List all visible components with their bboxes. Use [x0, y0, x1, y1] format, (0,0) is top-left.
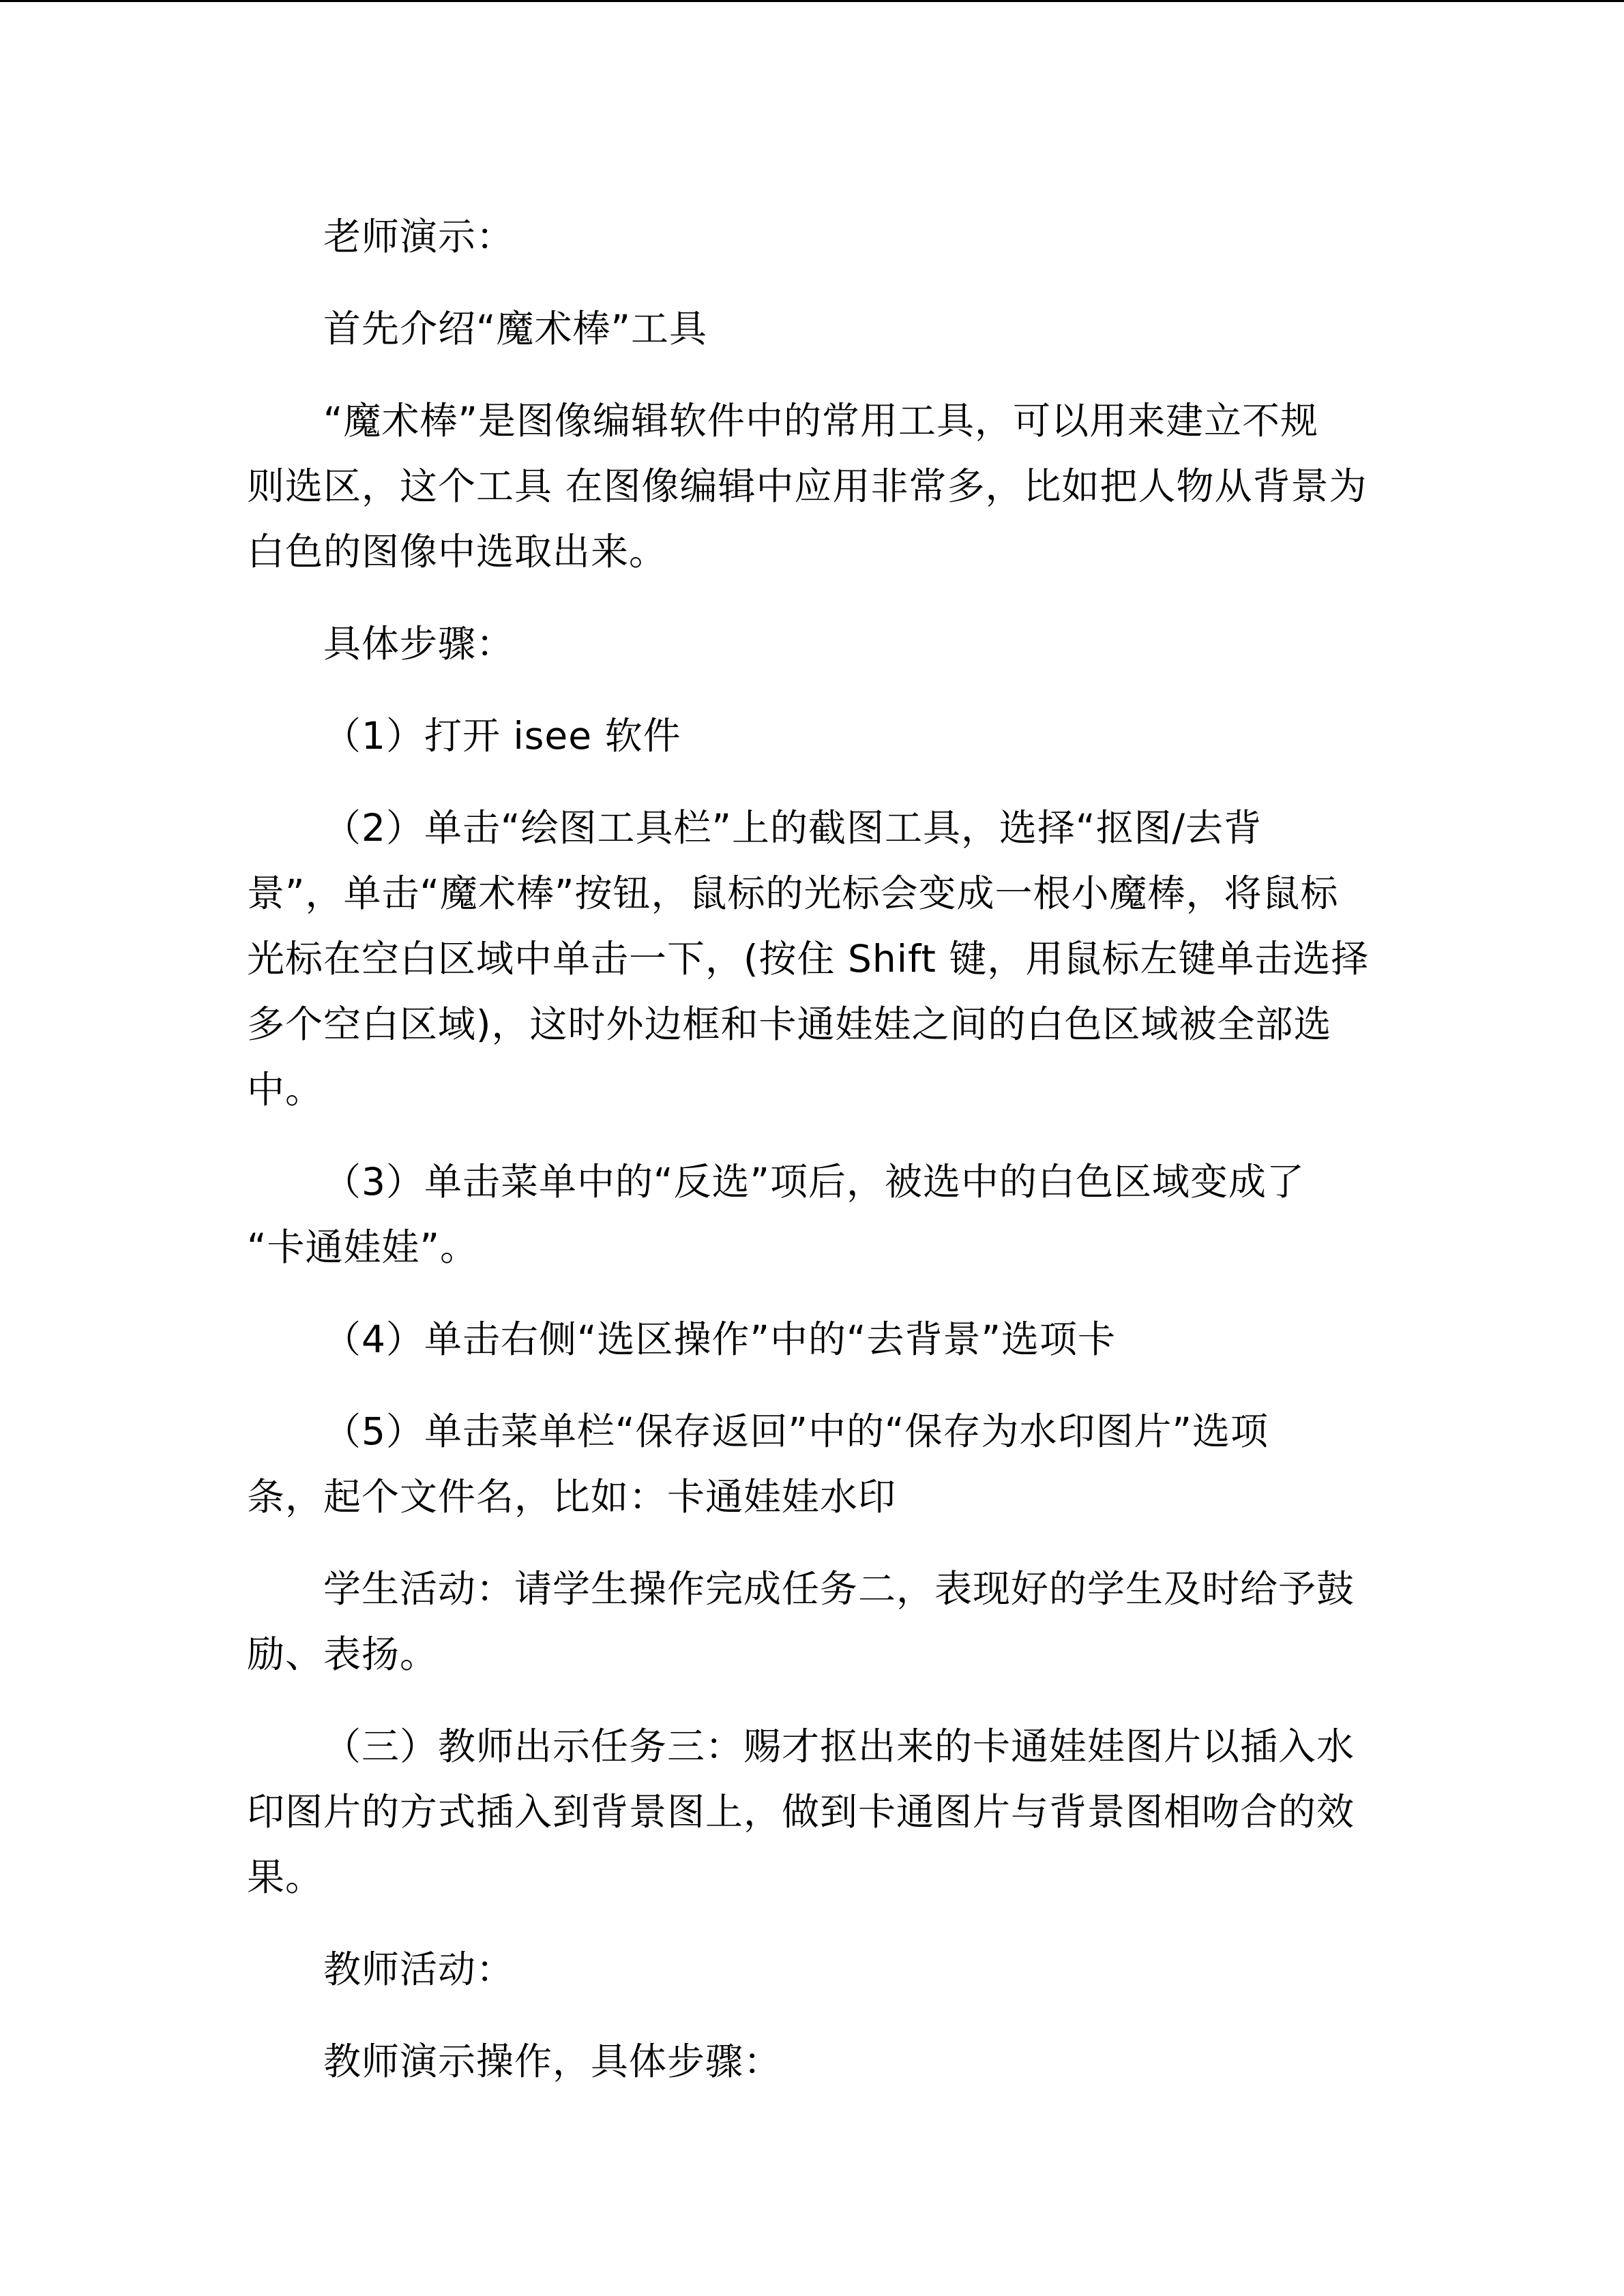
paragraph-magic-wand-desc-line-1: “魔术棒”是图像编辑软件中的常用工具，可以用来建立不规: [323, 399, 1318, 443]
step-4: （4）单击右侧“选区操作”中的“去背景”选项卡: [323, 1317, 1116, 1361]
step-2-line-3: 光标在空白区域中单击一下，(按住 Shift 键，用鼠标左键单击选择: [247, 937, 1370, 981]
student-activity-line-1: 学生活动：请学生操作完成任务二，表现好的学生及时给予鼓: [323, 1567, 1355, 1611]
paragraph-magic-wand-desc-line-3: 白色的图像中选取出来。: [247, 530, 668, 573]
task-three-line-3: 果。: [247, 1855, 324, 1899]
step-5-line-2: 条，起个文件名，比如：卡通娃娃水印: [247, 1475, 897, 1519]
paragraph-steps-heading: 具体步骤：: [323, 622, 515, 666]
student-activity-line-2: 励、表扬。: [247, 1632, 439, 1676]
teacher-activity-heading: 教师活动：: [323, 1948, 515, 1991]
step-2-line-1: （2）单击“绘图工具栏”上的截图工具，选择“抠图/去背: [323, 806, 1263, 850]
teacher-demo-steps: 教师演示操作，具体步骤：: [323, 2040, 782, 2083]
paragraph-magic-wand-desc-line-2: 则选区，这个工具 在图像编辑中应用非常多，比如把人物从背景为: [247, 464, 1368, 508]
step-3-line-2: “卡通娃娃”。: [247, 1225, 478, 1269]
step-2-line-2: 景”，单击“魔术棒”按钮，鼠标的光标会变成一根小魔棒，将鼠标: [247, 871, 1339, 915]
step-3-line-1: （3）单击菜单中的“反选”项后，被选中的白色区域变成了: [323, 1160, 1305, 1204]
paragraph-magic-wand-intro: 首先介绍“魔术棒”工具: [323, 307, 707, 351]
step-1: （1）打开 isee 软件: [323, 714, 681, 758]
step-2-line-4: 多个空白区域)，这时外边框和卡通娃娃之间的白色区域被全部选: [247, 1002, 1332, 1046]
task-three-line-1: （三）教师出示任务三：赐才抠出来的卡通娃娃图片以插入水: [323, 1725, 1355, 1768]
step-5-line-1: （5）单击菜单栏“保存返回”中的“保存为水印图片”选项: [323, 1410, 1269, 1453]
task-three-line-2: 印图片的方式插入到背景图上，做到卡通图片与背景图相吻合的效: [247, 1790, 1355, 1834]
step-2-line-5: 中。: [247, 1068, 324, 1112]
paragraph-teacher-demo: 老师演示：: [323, 215, 515, 258]
